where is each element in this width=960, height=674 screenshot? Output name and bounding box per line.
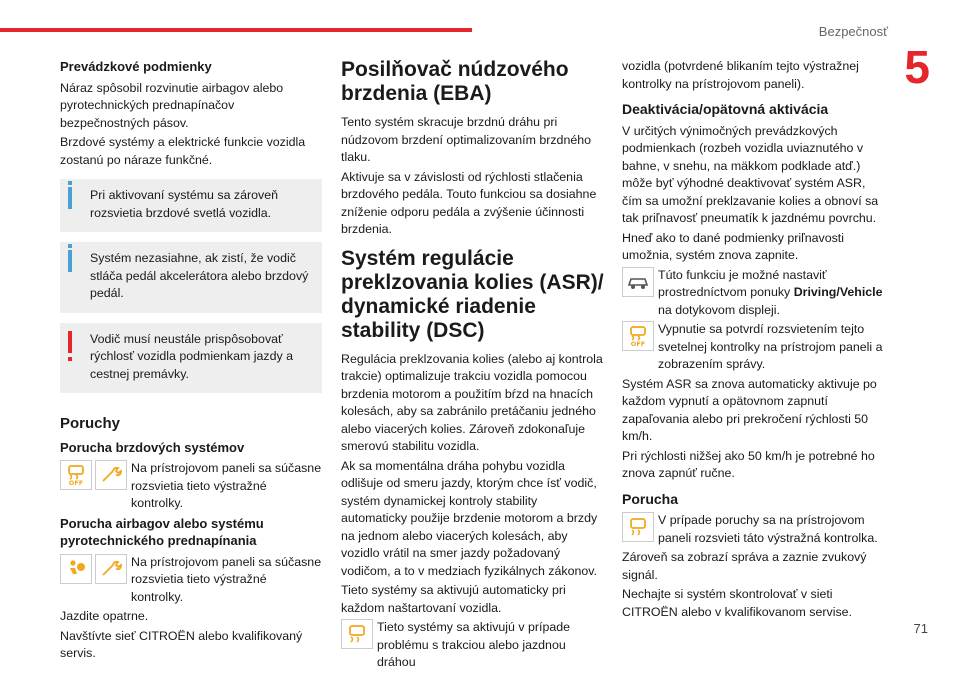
esp-off-warning-icon <box>60 460 92 490</box>
menu-driving-vehicle: Driving/Vehicle <box>793 285 883 299</box>
asr-active-row <box>341 619 605 672</box>
asr-text: Regulácia preklzovania kolies (alebo aj kontrola trakcie) optimalizuje trakciu vozidla pomocou brzdenia motorom a použitím bŕzd na hnacích kolesách, aby sa zabránilo pretáčaniu jedného alebo viacerých kolies. Zároveň zdokonaľuje smerovú stabilitu vozidla. <box>341 351 603 453</box>
continued-text: vozidla (potvrdené blikaním tejto výstražnej kontrolky na prístrojovom paneli). <box>622 59 859 91</box>
settings-text: Túto funkciu je možné nastaviť prostredníctvom ponuky Driving/Vehicle na dotykovom displeji. <box>658 267 883 317</box>
operating-conditions-title: Prevádzkové podmienky <box>60 59 212 74</box>
asr-dsc-title: Systém regulácie preklzovania kolies (ASR)/ dynamické riadenie stability (DSC) <box>341 246 604 342</box>
fault-row <box>622 512 884 547</box>
brake-fault-title: Porucha brzdových systémov <box>60 439 245 455</box>
wrench-icon <box>95 460 127 490</box>
column-1 <box>60 58 322 665</box>
reenable-text: Hneď ako to dané podmienky priľnavosti umožnia, systém znova zapnite. <box>622 230 844 262</box>
faults-title: Poruchy <box>60 415 121 432</box>
car-settings-icon <box>622 267 654 297</box>
esp-warning-icon <box>341 619 373 649</box>
operating-conditions-text-2: Brzdové systémy a elektrické funkcie vozidla zostanú po náraze funkčné. <box>60 135 306 167</box>
airbag-warning-icon <box>60 554 92 584</box>
deactivation-title: Deaktivácia/opätovná aktivácia <box>622 101 829 117</box>
asr-text-3: Tieto systémy sa aktivujú automaticky pri každom naštartovaní vozidla. <box>341 583 566 615</box>
column-2 <box>341 58 605 674</box>
brake-fault-row <box>60 460 322 513</box>
manual-reactivation-text: Pri rýchlosti nižšej ako 50 km/h je potrebné ho znova zapnúť ručne. <box>622 448 875 480</box>
info-box-text: Pri aktivovaní systému sa zároveň rozsvietia brzdové svetlá vozidla. <box>90 188 279 220</box>
off-label: OFF <box>68 479 84 486</box>
eba-title: Posilňovač núdzového brzdenia (EBA) <box>341 58 569 105</box>
page-number: 71 <box>913 621 928 636</box>
top-accent-bar <box>0 28 472 32</box>
info-box-brake-lights <box>60 179 322 232</box>
asr-text-2: Ak sa momentálna dráha pohybu vozidla odlišuje od smeru jazdy, ktorým chce ísť vodič, systém dynamickej kontroly stability automaticky použije brzdenie motorom a brzdy na jednom alebo viacerých kolesách, aby vozidlo vrátil na smer jazdy požadovaný vodičom, a to v medziach fyzikálnych zákonov. <box>341 458 598 578</box>
fault-text: V prípade poruchy sa na prístrojovom paneli rozsvieti táto výstražná kontrolka. <box>658 513 878 545</box>
brake-fault-text: Na prístrojovom paneli sa súčasne rozsvietia tieto výstražné kontrolky. <box>131 461 322 510</box>
deactivation-text: V určitých výnimočných prevádzkových podmienkach (rozbeh vozidla uviaznutého v bahne, v snehu, na mäkkom podklade atď.) môže byť výhodné deaktivovať systém ASR, čím sa umožní preklzavanie kolies a obnoví sa tak priľnavosť pneumatík k jazdnému povrchu. <box>622 123 879 225</box>
asr-active-text: Tieto systémy sa aktivujú v prípade problému s trakciou alebo jazdnou dráhou <box>377 620 571 669</box>
confirm-text: Vypnutie sa potvrdí rozsvietením tejto svetelnej kontrolky na prístrojom paneli a zobrazením správy. <box>658 322 883 371</box>
airbag-fault-row <box>60 554 322 607</box>
fault-text-2: Zároveň sa zobrazí správa a zaznie zvukový signál. <box>622 550 867 582</box>
info-icon <box>68 187 72 209</box>
airbag-fault-title: Porucha airbagov alebo systému pyrotechnického prednapínania <box>60 515 264 548</box>
column-3 <box>622 58 884 623</box>
esp-off-warning-icon <box>622 321 654 351</box>
info-box-text: Systém nezasiahne, ak zistí, že vodič stláča pedál akcelerátora alebo brzdový pedál. <box>90 251 309 300</box>
operating-conditions-text: Náraz spôsobil rozvinutie airbagov alebo pyrotechnických prednapínačov bezpečnostných pásov. <box>60 80 284 130</box>
warning-box-speed <box>60 323 322 394</box>
auto-reactivation-text: Systém ASR sa znova automaticky aktivuje po každom vypnutí a opätovnom zapnutí zapaľovania alebo pri prekročení rýchlosti 50 km/h. <box>622 376 877 443</box>
confirm-row <box>622 321 884 374</box>
wrench-icon <box>95 554 127 584</box>
warning-box-text: Vodič musí neustále prispôsobovať rýchlosť vozidla podmienkam jazdy a cestnej premávky. <box>90 331 293 381</box>
eba-text: Tento systém skracuje brzdnú dráhu pri núdzovom brzdení optimalizovaním brzdného tlaku. <box>341 115 592 164</box>
drive-carefully-text: Jazdite opatrne. <box>60 609 149 623</box>
fault-text-3: Nechajte si systém skontrolovať v sieti CITROËN alebo v kvalifikovanom servise. <box>622 587 852 619</box>
esp-warning-icon <box>622 512 654 542</box>
eba-text-2: Aktivuje sa v závislosti od rýchlosti stlačenia brzdového pedála. Touto funkciou sa dosiahne zníženie odporu pedála a zvýšenie účinnosti brzdenia. <box>341 169 597 236</box>
info-box-accelerator <box>60 242 322 313</box>
visit-dealer-text: Navštívte sieť CITROËN alebo kvalifikovaný servis. <box>60 628 303 660</box>
info-icon <box>68 250 72 272</box>
settings-row <box>622 267 884 320</box>
warning-icon <box>68 331 72 353</box>
section-title: Bezpečnosť <box>818 24 888 39</box>
chapter-number: 5 <box>904 41 930 93</box>
airbag-fault-text: Na prístrojovom paneli sa súčasne rozsvietia tieto výstražné kontrolky. <box>131 554 322 604</box>
fault-title: Porucha <box>622 490 679 507</box>
off-label: OFF <box>630 340 646 347</box>
